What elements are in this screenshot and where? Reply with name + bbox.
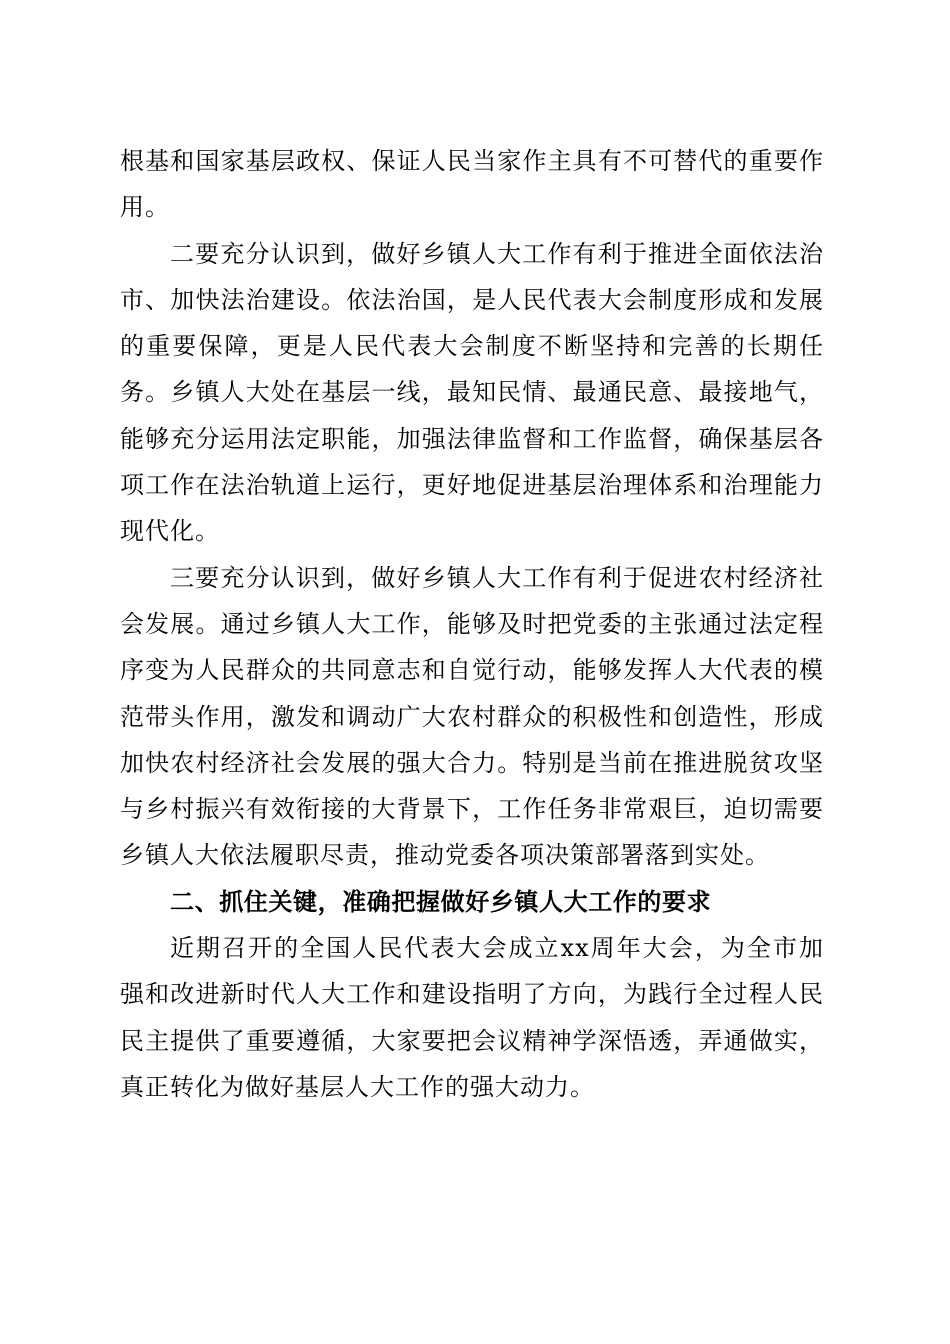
document-page bbox=[120, 138, 824, 1110]
section-heading: 二、抓住关键，准确把握做好乡镇人大工作的要求 bbox=[170, 887, 712, 916]
paragraph-point-three: 三要充分认识到，做好乡镇人大工作有利于促进农村经济社会发展。通过乡镇人大工作，能够及时把党委的主张通过法定程序变为人民群众的共同意志和自觉行动，能够发挥人大代表的模范带头作用，激发和调动广大农村群众的积极性和创造性，形成加快农村经济社会发展的强大合力。特别是当前在推进脱贫攻坚与乡村振兴有效衔接的大背景下，工作任务非常艰巨，迫切需要乡镇人大依法履职尽责，推动党委各项决策部署落到实处。 bbox=[120, 563, 824, 870]
paragraph-point-two: 二要充分认识到，做好乡镇人大工作有利于推进全面依法治市、加快法治建设。依法治国，是人民代表大会制度形成和发展的重要保障，更是人民代表大会制度不断坚持和完善的长期任务。乡镇人大处在基层一线，最知民情、最通民意、最接地气，能够充分运用法定职能，加强法律监督和工作监督，确保基层各项工作在法治轨道上运行，更好地促进基层治理体系和治理能力现代化。 bbox=[120, 239, 824, 546]
section-paragraph: 近期召开的全国人民代表大会成立xx周年大会，为全市加强和改进新时代人大工作和建设指明了方向，为践行全过程人民民主提供了重要遵循，大家要把会议精神学深悟透，弄通做实，真正转化为做好基层人大工作的强大动力。 bbox=[120, 934, 824, 1101]
paragraph-continuation: 根基和国家基层政权、保证人民当家作主具有不可替代的重要作用。 bbox=[120, 147, 824, 222]
